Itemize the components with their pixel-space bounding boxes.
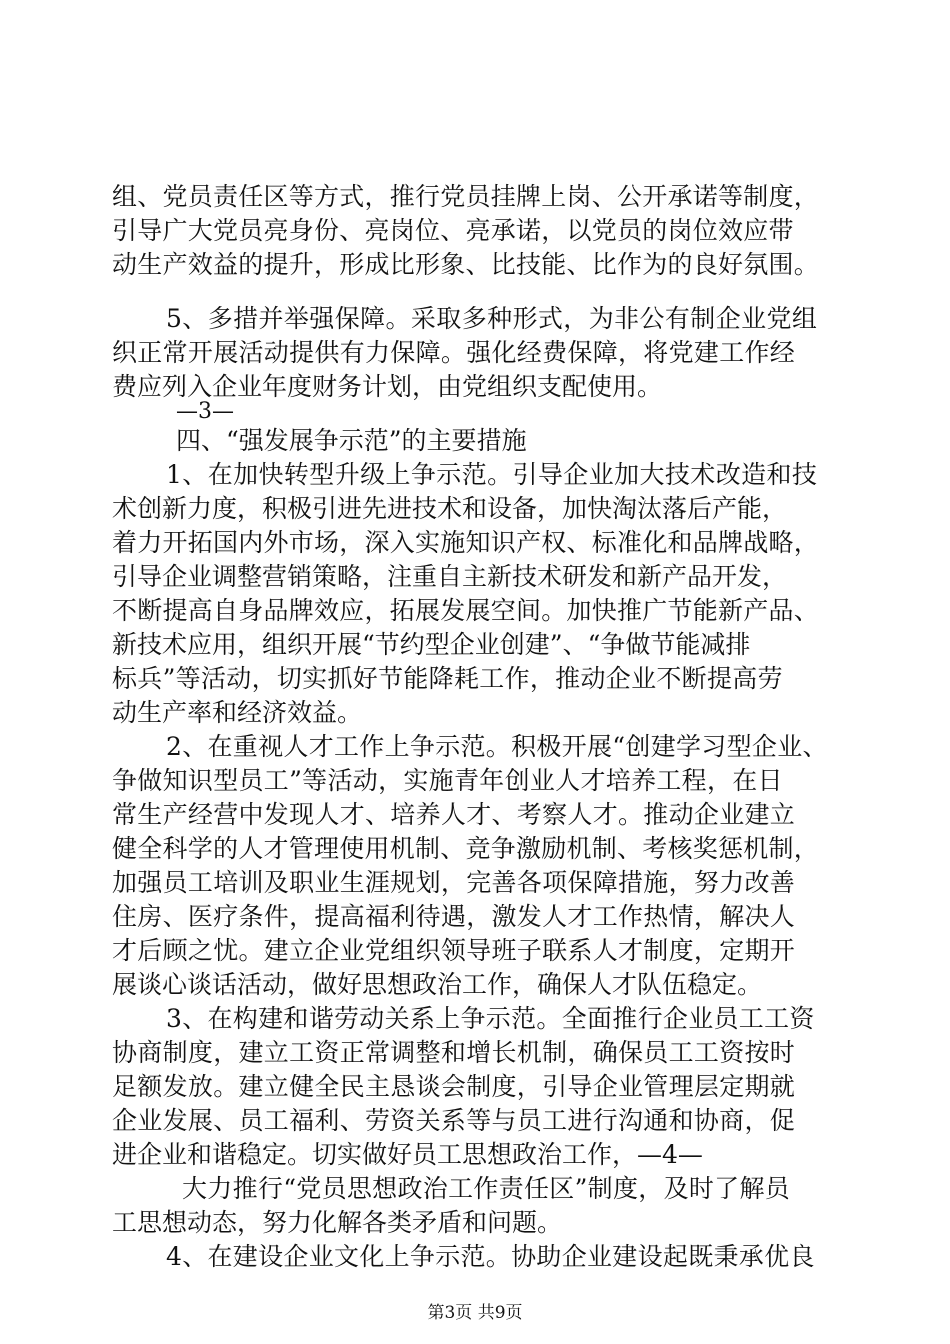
text-line-21: 加强员工培训及职业生涯规划，完善各项保障措施，努力改善 — [112, 868, 796, 897]
text-line-32: 4、在建设企业文化上争示范。协助企业建设起既秉承优良 — [166, 1242, 815, 1271]
text-line-26: 协商制度，建立工资正常调整和增长机制，确保员工工资按时 — [112, 1038, 796, 1067]
text-line-1: 组、党员责任区等方式，推行党员挂牌上岗、公开承诺等制度， — [112, 182, 820, 211]
text-line-15: 标兵”等活动，切实抓好节能降耗工作，推动企业不断提高劳 — [112, 664, 783, 693]
text-line-19: 常生产经营中发现人才、培养人才、考察人才。推动企业建立 — [112, 800, 796, 829]
page-mark-3: —3— — [176, 399, 234, 424]
text-line-13: 不断提高自身品牌效应，拓展发展空间。加快推广节能新产品、 — [112, 596, 820, 625]
text-line-31: 工思想动态，努力化解各类矛盾和问题。 — [112, 1208, 563, 1237]
text-line-10: 术创新力度，积极引进先进技术和设备，加快淘汰落后产能， — [112, 494, 788, 523]
text-line-11: 着力开拓国内外市场，深入实施知识产权、标准化和品牌战略， — [112, 528, 820, 557]
text-line-24: 展谈心谈话活动，做好思想政治工作，确保人才队伍稳定。 — [112, 970, 763, 999]
text-line-27: 足额发放。建立健全民主恳谈会制度，引导企业管理层定期就 — [112, 1072, 796, 1101]
text-line-22: 住房、医疗条件，提高福利待遇，激发人才工作热情，解决人 — [112, 902, 796, 931]
section-heading: 四、“强发展争示范”的主要措施 — [176, 426, 527, 455]
text-line-5: 织正常开展活动提供有力保障。强化经费保障，将党建工作经 — [112, 338, 796, 367]
text-line-29: 进企业和谐稳定。切实做好员工思想政治工作，—4— — [112, 1140, 703, 1169]
text-line-4: 5、多措并举强保障。采取多种形式，为非公有制企业党组 — [166, 304, 818, 333]
text-line-30: 大力推行“党员思想政治工作责任区”制度，及时了解员 — [182, 1174, 791, 1203]
text-line-3: 动生产效益的提升，形成比形象、比技能、比作为的良好氛围。 — [112, 250, 820, 279]
text-line-6: 费应列入企业年度财务计划，由党组织支配使用。 — [112, 372, 663, 401]
page-footer: 第3页 共9页 — [427, 1303, 523, 1323]
text-line-14: 新技术应用，组织开展“节约型企业创建”、“争做节能减排 — [112, 630, 751, 659]
text-line-12: 引导企业调整营销策略，注重自主新技术研发和新产品开发， — [112, 562, 788, 591]
text-line-18: 争做知识型员工”等活动，实施青年创业人才培养工程，在日 — [112, 766, 783, 795]
text-line-25: 3、在构建和谐劳动关系上争示范。全面推行企业员工工资 — [166, 1004, 815, 1033]
text-line-23: 才后顾之忧。建立企业党组织领导班子联系人才制度，定期开 — [112, 936, 796, 965]
text-line-9: 1、在加快转型升级上争示范。引导企业加大技术改造和技 — [166, 460, 818, 489]
text-line-16: 动生产率和经济效益。 — [112, 698, 363, 727]
text-line-28: 企业发展、员工福利、劳资关系等与员工进行沟通和协商，促 — [112, 1106, 796, 1135]
text-line-2: 引导广大党员亮身份、亮岗位、亮承诺，以党员的岗位效应带 — [112, 216, 794, 245]
text-line-17: 2、在重视人才工作上争示范。积极开展“创建学习型企业、 — [166, 732, 828, 761]
text-line-20: 健全科学的人才管理使用机制、竞争激励机制、考核奖惩机制， — [112, 834, 820, 863]
